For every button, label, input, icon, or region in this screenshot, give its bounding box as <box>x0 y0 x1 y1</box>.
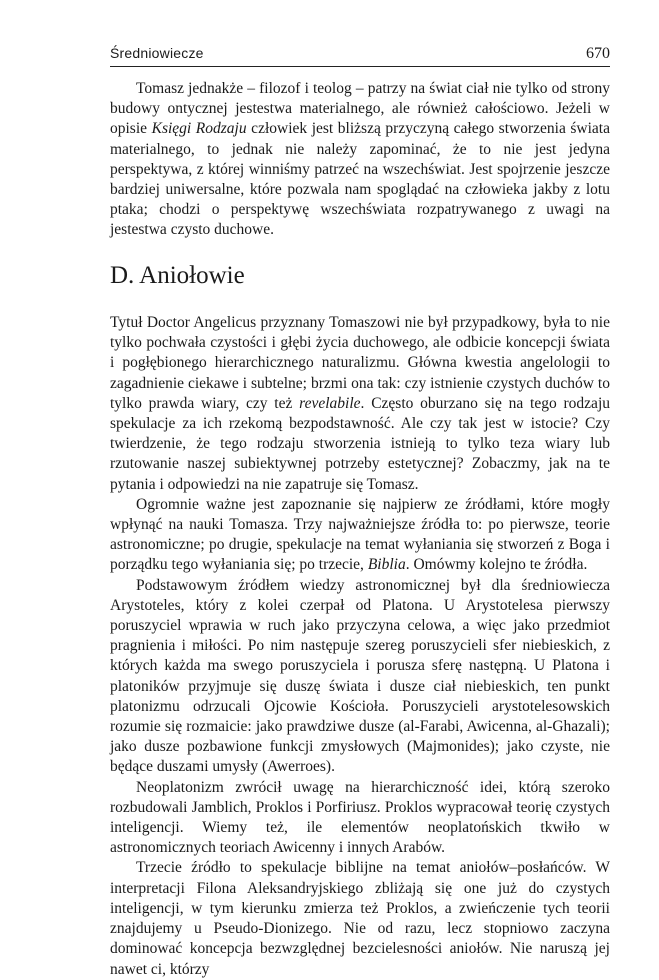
paragraph-text-part: . Omówmy kolejno te źródła. <box>405 556 588 574</box>
book-title-italic: Księgi Rodzaju <box>151 120 247 138</box>
paragraph-1 <box>110 313 610 495</box>
paragraph-4: Neoplatonizm zwrócił uwagę na hierarchiczność idei, którą szeroko rozbudowali Jamblich, Proklos i Porfiriusz. Proklos wypracował teorię czystych inteligencji. Wiemy też, ile elementów neoplatońskich tkwiło w astronomicznych teoriach Awicenny i innych Arabów. <box>110 778 610 857</box>
paragraph-5: Trzecie źródło to spekulacje biblijne na temat aniołów–posłańców. W interpretacji Filona Aleksandryjskiego zbliżają się one już do czystych inteligencji, w tym kierunku zmierza też Proklos, a zwieńczenie tych teorii znajdujemy u Pseudo-Dionizego. Nie od razu, lecz stopniowo zaczyna dominować koncepcja bezwzględnej bezcielesności aniołów. Nie naruszą jej nawet ci, którzy <box>110 859 610 978</box>
paragraph-text-part: Ogromnie ważne jest zapoznanie się najpierw ze źródłami, które mogły wpłynąć na nauki Tomasza. Trzy najważniejsze źródła to: po pierwsze, teorie astronomiczne; po drugie, spekulacje na temat wyłaniania się stworzeń z Boga i porządku tego wyłaniania się; po trzecie, <box>110 495 610 574</box>
intro-paragraph <box>110 79 610 241</box>
page-number: 670 <box>586 45 610 62</box>
header-rule <box>110 66 610 67</box>
running-header <box>110 45 610 69</box>
intro-text-part: Tomasz jednakże – filozof i teolog – patrzy na świat ciał nie tylko od strony budowy ontycznej jestestwa materialnego, ale również całościowo. Jeżeli w opisie <box>110 80 610 138</box>
paragraph-text-part: Tytuł Doctor Angelicus przyznany Tomaszowi nie był przypadkowy, była to nie tylko pochwała czystości i głębi życia duchowego, ale odbicie koncepcji świata i pogłębionego hierarchicznego naturalizmu. Główna kwestia angelologii to zagadnienie ciekawe i subtelne; brzmi ona tak: czy istnienie czystych duchów to tylko prawda wiary, czy też <box>110 314 610 412</box>
italic-term: revelabile <box>299 394 361 412</box>
paragraph-2 <box>110 495 610 576</box>
intro-text-part: człowiek jest bliższą przyczyną całego stworzenia świata materialnego, to jednak nie należy zapominać, że to nie jest jedyna perspektywa, z której winniśmy patrzeć na wszechświat. Jest spojrzenie jeszcze bardziej uniwersalne, które pozwala nam spoglądać na człowieka jakby z lotu ptaka; chodzi o perspektywę wszechświata rozpatrywanego z uwagi na jestestwa czysto duchowe. <box>110 120 610 239</box>
italic-term: Biblia <box>367 556 406 574</box>
paragraph-3: Podstawowym źródłem wiedzy astronomicznej był dla średniowiecza Arystoteles, który z kolei czerpał od Platona. U Arystotelesa pierwszy poruszyciel wprawia w ruch jako przyczyna celowa, a więc jako przedmiot pragnienia i miłości. Po nim następuje szereg poruszycieli sfer niebieskich, z których każda ma swego poruszyciela i porusza sferę następną. U Platona i platoników przyjmuje się duszę świata i dusze ciał niebieskich, ten punkt platonizmu odrzucali Ojcowie Kościoła. Poruszycieli arystotelesowskich rozumie się rozmaicie: jako prawdziwe dusze (al-Farabi, Awicenna, al-Ghazali); jako dusze pozbawione funkcji zmysłowych (Majmonides); jako czyste, nie będące duszami umysły (Awerroes). <box>110 576 610 776</box>
running-header-section: Średniowiecze <box>110 45 204 61</box>
paragraph-text-part: . Często oburzano się na tego rodzaju spekulacje za ich rzekomą bezpodstawność. Ale czy tak jest w istocie? Czy twierdzenie, że tego rodzaju stworzenia istnieją to tylko teza wiary lub rzutowanie naszej subiektywnej potrzeby estetycznej? Zobaczmy, jak na te pytania i odpowiedzi na nie zapatruje się Tomasz. <box>110 394 610 493</box>
section-body <box>110 313 610 980</box>
intro-text <box>110 79 610 241</box>
section-heading: D. Aniołowie <box>110 262 245 289</box>
